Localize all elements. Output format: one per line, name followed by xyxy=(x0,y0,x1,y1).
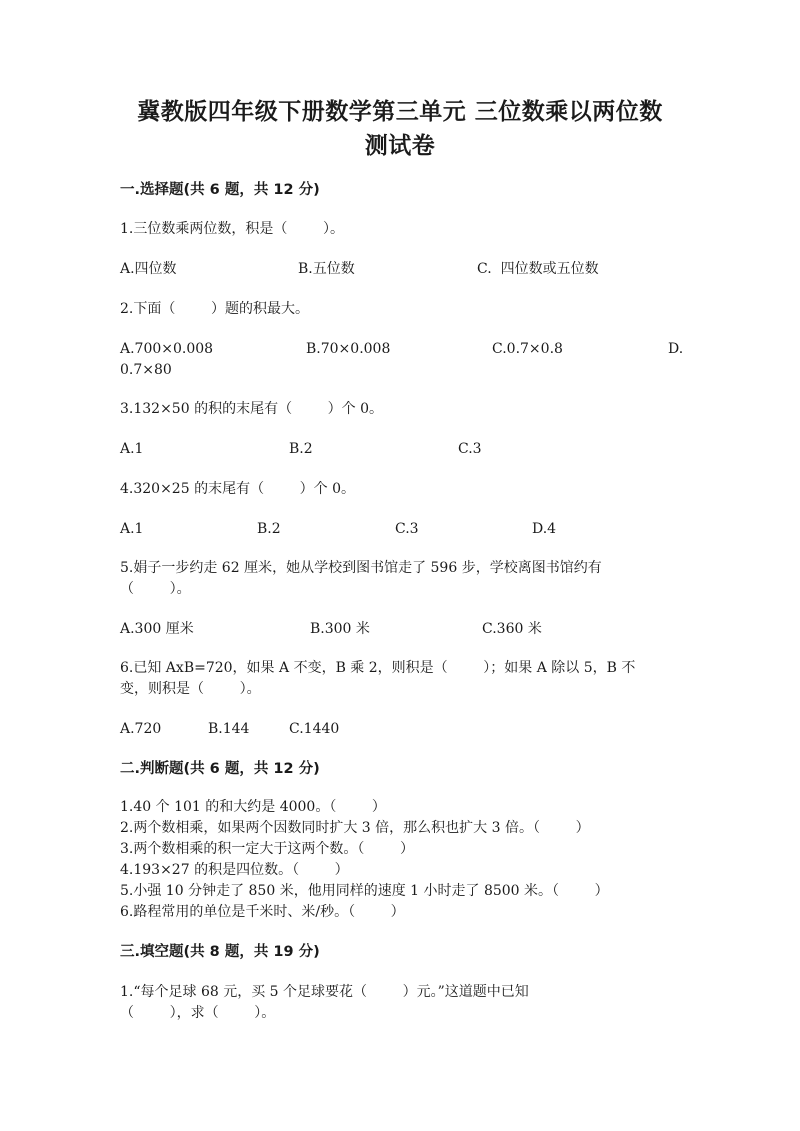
judgement-item: 6.路程常用的单位是千米时、米/秒。（ ） xyxy=(120,904,405,920)
question-stem: 2.下面（ ）题的积最大。 xyxy=(120,301,309,317)
question-stem: 1.三位数乘两位数，积是（ ）。 xyxy=(120,221,344,237)
option-a: A.700×0.008 xyxy=(120,341,214,357)
option-d-continued: 0.7×80 xyxy=(120,362,172,378)
judgement-item: 5.小强 10 分钟走了 850 米，他用同样的速度 1 小时走了 8500 米。（ ） xyxy=(120,883,609,899)
option-b: B.70×0.008 xyxy=(306,341,391,357)
option-a: A.720 xyxy=(120,721,162,737)
option-c: C.3 xyxy=(395,521,419,537)
judgement-item: 2.两个数相乘，如果两个因数同时扩大 3 倍，那么积也扩大 3 倍。（ ） xyxy=(120,820,590,836)
option-c: C.3 xyxy=(458,441,482,457)
option-a: A.四位数 xyxy=(120,261,177,277)
exam-title-line2: 测试卷 xyxy=(364,133,436,159)
option-a: A.300 厘米 xyxy=(120,621,194,637)
option-d: D. xyxy=(668,341,684,357)
question-stem: 4.320×25 的末尾有（ ）个 0。 xyxy=(120,481,356,497)
option-a: A.1 xyxy=(120,521,144,537)
option-c: C. 四位数或五位数 xyxy=(477,261,599,277)
section-heading-fill-blank: 三.填空题(共 8 题，共 19 分) xyxy=(120,944,320,960)
exam-title-line1: 冀教版四年级下册数学第三单元 三位数乘以两位数 xyxy=(137,99,663,125)
section-heading-judgement: 二.判断题(共 6 题，共 12 分) xyxy=(120,761,320,777)
question-stem: 5.娟子一步约走 62 厘米，她从学校到图书馆走了 596 步，学校离图书馆约有 xyxy=(120,560,602,576)
question-stem-continued: （ ），求（ ）。 xyxy=(120,1005,276,1021)
question-stem: 3.132×50 的积的末尾有（ ）个 0。 xyxy=(120,401,384,417)
section-heading-choice: 一.选择题(共 6 题，共 12 分) xyxy=(120,182,320,198)
option-b: B.144 xyxy=(208,721,250,737)
option-c: C.0.7×0.8 xyxy=(492,341,563,357)
question-stem-continued: 变，则积是（ ）。 xyxy=(120,681,261,697)
option-a: A.1 xyxy=(120,441,144,457)
option-b: B.300 米 xyxy=(310,621,370,637)
option-b: B.五位数 xyxy=(298,261,355,277)
judgement-item: 4.193×27 的积是四位数。（ ） xyxy=(120,862,349,878)
judgement-item: 1.40 个 101 的和大约是 4000。（ ） xyxy=(120,799,386,815)
question-stem: 1.“每个足球 68 元，买 5 个足球要花（ ）元。”这道题中已知 xyxy=(120,984,529,1000)
judgement-item: 3.两个数相乘的积一定大于这两个数。（ ） xyxy=(120,841,414,857)
option-b: B.2 xyxy=(257,521,281,537)
question-stem: 6.已知 AxB=720，如果 A 不变，B 乘 2，则积是（ ）；如果 A 除以 5，B 不 xyxy=(120,660,636,676)
option-c: C.1440 xyxy=(289,721,340,737)
option-d: D.4 xyxy=(532,521,557,537)
option-c: C.360 米 xyxy=(482,621,542,637)
option-b: B.2 xyxy=(289,441,313,457)
question-stem-continued: （ ）。 xyxy=(120,581,191,597)
